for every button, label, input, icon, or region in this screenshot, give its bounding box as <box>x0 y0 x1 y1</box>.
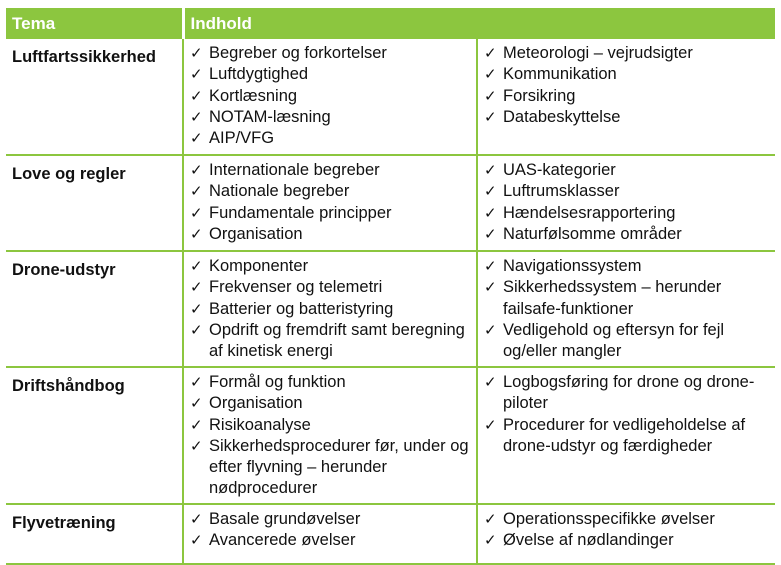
checkmark-icon: ✓ <box>190 510 203 528</box>
list-item-text: Vedligehold og eftersyn for fejl og/eller mangler <box>503 320 725 361</box>
checkmark-icon: ✓ <box>190 203 203 222</box>
checkmark-icon: ✓ <box>190 278 203 297</box>
content-cell-left <box>183 155 477 251</box>
checkmark-icon: ✓ <box>484 86 497 105</box>
list-item <box>484 160 775 181</box>
list-item <box>190 224 476 245</box>
list-item <box>484 86 775 107</box>
table-row <box>6 39 775 155</box>
list-item <box>484 107 775 128</box>
checkmark-icon: ✓ <box>190 415 203 434</box>
list-item <box>484 181 775 202</box>
checkmark-icon: ✓ <box>190 299 203 318</box>
header-indhold: Indhold <box>183 8 775 39</box>
content-cell-left <box>183 367 477 504</box>
list-item-text: Formål og funktion <box>209 373 346 391</box>
list-item-text: Luftrumsklasser <box>503 182 620 201</box>
list-item-text: AIP/VFG <box>209 129 275 148</box>
list-item <box>190 509 476 530</box>
checklist <box>184 368 476 500</box>
checkmark-icon: ✓ <box>190 182 203 201</box>
checkmark-icon: ✓ <box>190 436 203 455</box>
topic-cell: Love og regler <box>6 155 183 251</box>
topic-cell: Driftshåndbog <box>6 367 183 504</box>
list-item-text: Sikkerhedsprocedurer før, under og efter flyvning – herunder nødprocedurer <box>209 436 469 498</box>
list-item-text: Forsikring <box>503 86 576 105</box>
list-item <box>484 530 775 551</box>
list-item <box>190 160 476 181</box>
checkmark-icon: ✓ <box>484 415 497 434</box>
list-item-text: Databeskyttelse <box>503 107 621 126</box>
checklist <box>478 505 775 552</box>
list-item-text: Procedurer for vedligeholdelse af drone-udstyr og færdigheder <box>503 415 746 455</box>
list-item-text: NOTAM-læsning <box>209 107 331 126</box>
checkmark-icon: ✓ <box>190 86 203 105</box>
list-item-text: Logbogsføring for drone og drone-piloter <box>503 373 755 413</box>
list-item-text: Risikoanalyse <box>209 415 311 434</box>
list-item <box>190 128 476 149</box>
list-item-text: Operationsspecifikke øvelser <box>503 510 715 528</box>
content-cell-right <box>477 504 775 564</box>
topic-cell: Luftfartssikkerhed <box>6 39 183 155</box>
list-item <box>190 320 476 363</box>
list-item-text: Hændelsesrapportering <box>503 203 676 222</box>
list-item <box>190 372 476 393</box>
checklist <box>478 156 775 245</box>
list-item <box>484 203 775 224</box>
list-item-text: Luftdygtighed <box>209 65 309 84</box>
list-item-text: Sikkerhedssystem – herunder failsafe-funktioner <box>503 278 722 318</box>
list-item-text: Organisation <box>209 224 303 243</box>
checklist <box>478 39 775 128</box>
checkmark-icon: ✓ <box>484 161 497 179</box>
list-item <box>190 277 476 298</box>
list-item <box>190 415 476 436</box>
checklist <box>184 252 476 362</box>
table-row <box>6 367 775 504</box>
checkmark-icon: ✓ <box>190 394 203 413</box>
list-item-text: Kortlæsning <box>209 86 298 105</box>
list-item <box>484 372 775 415</box>
list-item <box>484 277 775 320</box>
list-item <box>484 320 775 363</box>
list-item <box>190 203 476 224</box>
list-item <box>190 299 476 320</box>
checkmark-icon: ✓ <box>190 129 203 148</box>
list-item <box>190 64 476 85</box>
checkmark-icon: ✓ <box>190 161 203 179</box>
checkmark-icon: ✓ <box>190 224 203 243</box>
checkmark-icon: ✓ <box>484 531 497 550</box>
list-item-text: Komponenter <box>209 257 309 275</box>
checkmark-icon: ✓ <box>190 65 203 84</box>
checkmark-icon: ✓ <box>484 203 497 222</box>
checklist <box>478 368 775 457</box>
topic-cell: Drone-udstyr <box>6 251 183 367</box>
checkmark-icon: ✓ <box>190 107 203 126</box>
checklist <box>184 156 476 245</box>
checkmark-icon: ✓ <box>190 531 203 550</box>
list-item-text: Organisation <box>209 394 303 413</box>
checkmark-icon: ✓ <box>190 373 203 391</box>
content-cell-right <box>477 367 775 504</box>
list-item <box>484 509 775 530</box>
checklist <box>184 505 476 552</box>
table-row <box>6 155 775 251</box>
list-item-text: Nationale begreber <box>209 182 350 201</box>
checkmark-icon: ✓ <box>484 257 497 275</box>
list-item <box>484 64 775 85</box>
list-item-text: Avancerede øvelser <box>209 531 356 550</box>
checklist <box>478 252 775 362</box>
content-cell-right <box>477 155 775 251</box>
checklist <box>184 39 476 149</box>
checkmark-icon: ✓ <box>484 510 497 528</box>
checkmark-icon: ✓ <box>484 44 497 62</box>
checkmark-icon: ✓ <box>484 373 497 391</box>
list-item-text: Opdrift og fremdrift samt beregning af kinetisk energi <box>209 320 465 361</box>
list-item <box>484 415 775 458</box>
content-cell-right <box>477 251 775 367</box>
content-table <box>6 8 775 565</box>
list-item-text: UAS-kategorier <box>503 161 616 179</box>
list-item <box>190 181 476 202</box>
content-cell-left <box>183 251 477 367</box>
list-item-text: Naturfølsomme områder <box>503 224 682 243</box>
list-item-text: Internationale begreber <box>209 161 380 179</box>
list-item <box>190 530 476 551</box>
list-item <box>190 86 476 107</box>
checkmark-icon: ✓ <box>484 224 497 243</box>
list-item <box>190 256 476 277</box>
table-row <box>6 504 775 564</box>
checkmark-icon: ✓ <box>190 44 203 62</box>
list-item <box>484 43 775 64</box>
list-item-text: Kommunikation <box>503 65 617 84</box>
checkmark-icon: ✓ <box>484 278 497 297</box>
list-item <box>484 256 775 277</box>
list-item-text: Fundamentale principper <box>209 203 392 222</box>
list-item-text: Basale grundøvelser <box>209 510 361 528</box>
checkmark-icon: ✓ <box>484 320 497 339</box>
table-row <box>6 251 775 367</box>
checkmark-icon: ✓ <box>484 107 497 126</box>
checkmark-icon: ✓ <box>190 257 203 275</box>
list-item-text: Øvelse af nødlandinger <box>503 531 674 550</box>
checkmark-icon: ✓ <box>484 182 497 201</box>
topic-cell: Flyvetræning <box>6 504 183 564</box>
list-item <box>484 224 775 245</box>
content-cell-right <box>477 39 775 155</box>
checkmark-icon: ✓ <box>190 320 203 339</box>
list-item-text: Batterier og batteristyring <box>209 299 394 318</box>
list-item <box>190 43 476 64</box>
checkmark-icon: ✓ <box>484 65 497 84</box>
content-cell-left <box>183 39 477 155</box>
list-item-text: Meteorologi – vejrudsigter <box>503 44 693 62</box>
list-item-text: Frekvenser og telemetri <box>209 278 383 297</box>
list-item <box>190 436 476 500</box>
header-tema: Tema <box>6 8 183 39</box>
list-item <box>190 107 476 128</box>
list-item-text: Navigationssystem <box>503 257 642 275</box>
table-header-row <box>6 8 775 39</box>
content-cell-left <box>183 504 477 564</box>
list-item-text: Begreber og forkortelser <box>209 44 387 62</box>
list-item <box>190 393 476 414</box>
